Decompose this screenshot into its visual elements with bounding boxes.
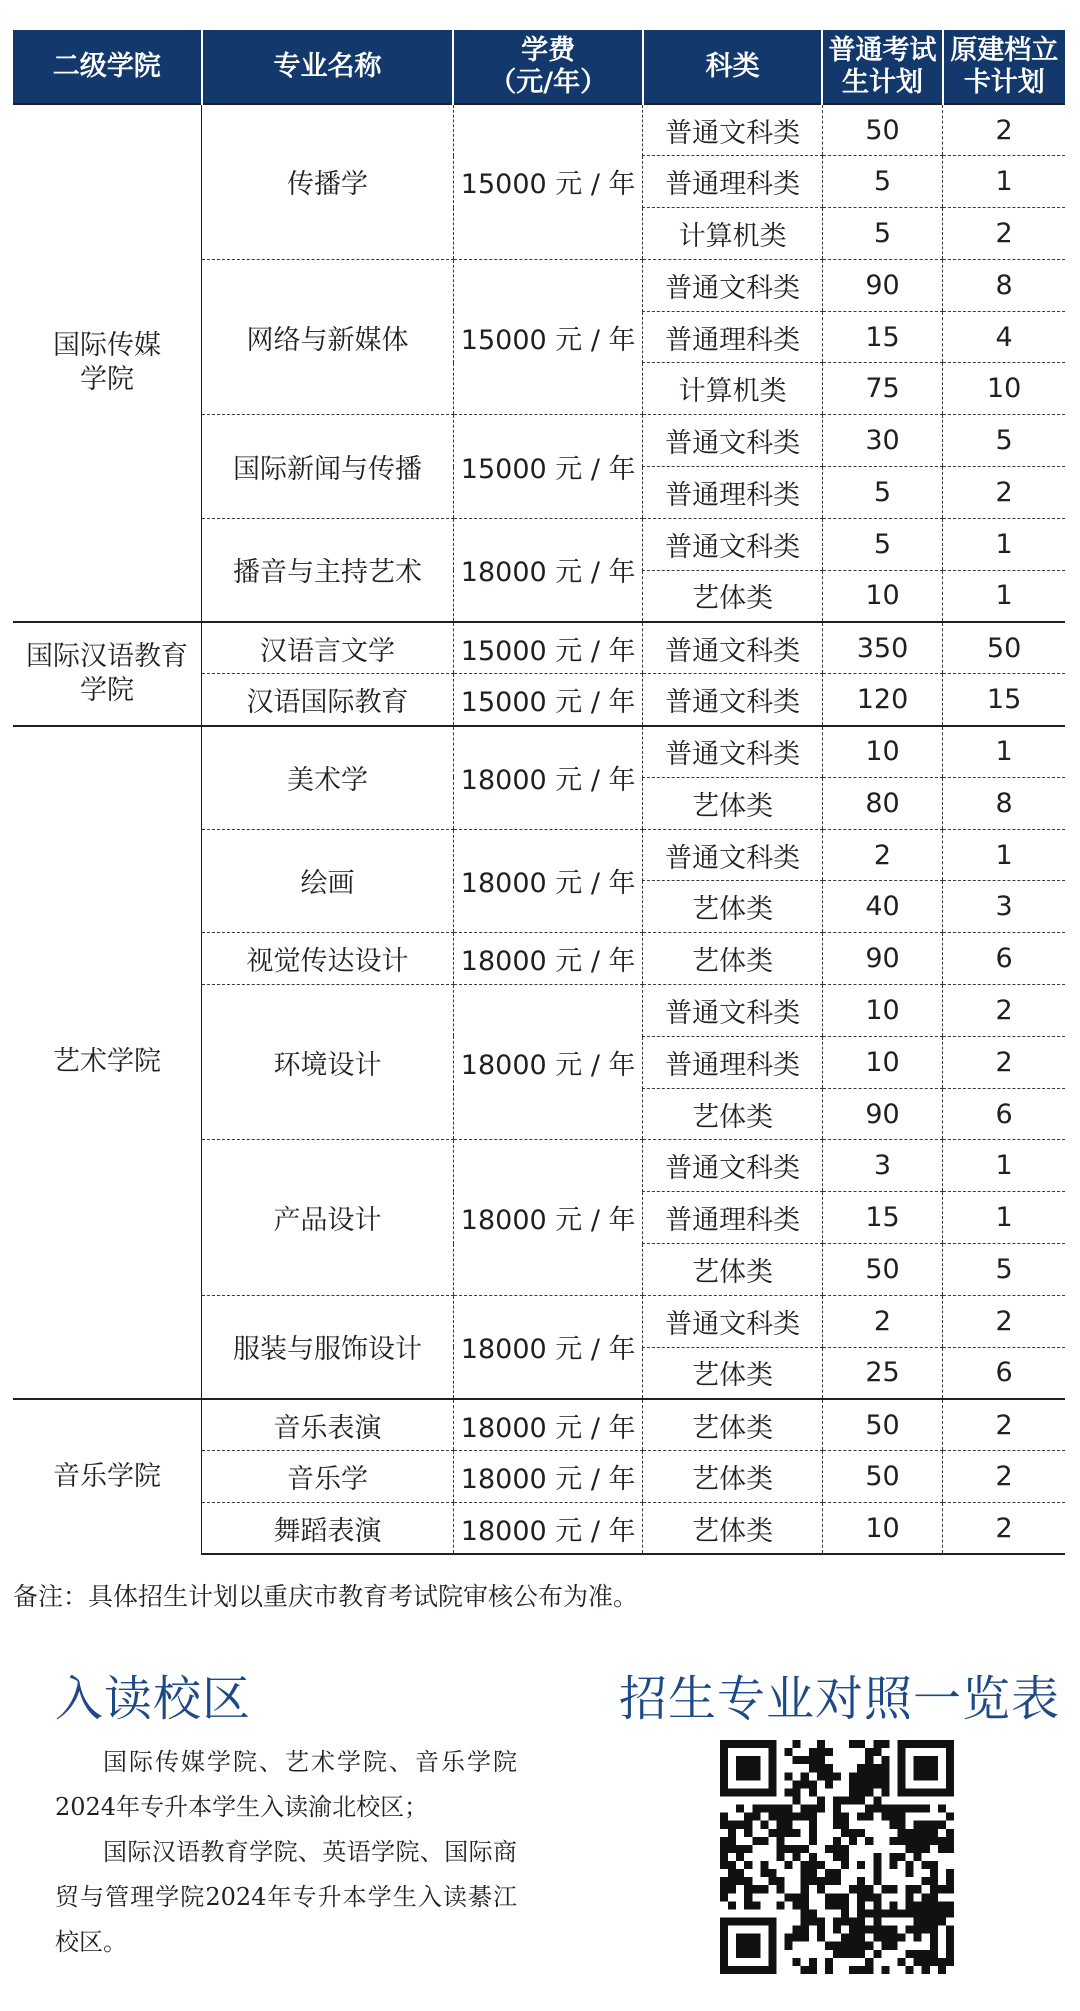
- fee-cell: 18000 元 / 年: [453, 1140, 643, 1295]
- enrollment-plan-table: [13, 30, 1065, 1555]
- fee-cell: 15000 元 / 年: [453, 622, 643, 674]
- category-cell: 普通文科类: [643, 1140, 822, 1192]
- major-cell: 服装与服饰设计: [202, 1295, 454, 1399]
- category-cell: 艺体类: [643, 570, 822, 622]
- fee-cell: 15000 元 / 年: [453, 674, 643, 726]
- archive-plan-cell: 2: [943, 1399, 1065, 1451]
- general-plan-cell: 10: [822, 985, 942, 1037]
- category-cell: 艺体类: [643, 1503, 822, 1555]
- category-cell: 艺体类: [643, 881, 822, 933]
- college-cell: 国际传媒 学院: [13, 104, 202, 622]
- major-cell: 播音与主持艺术: [202, 518, 454, 622]
- category-cell: 普通文科类: [643, 415, 822, 467]
- table-row: [13, 622, 1065, 674]
- category-cell: 艺体类: [643, 1399, 822, 1451]
- archive-plan-cell: 3: [943, 881, 1065, 933]
- archive-plan-cell: 2: [943, 1451, 1065, 1503]
- general-plan-cell: 25: [822, 1347, 942, 1399]
- header-fee: 学费 （元/年）: [453, 30, 643, 104]
- archive-plan-cell: 6: [943, 933, 1065, 985]
- header-archive-plan: 原建档立 卡计划: [943, 30, 1065, 104]
- general-plan-cell: 3: [822, 1140, 942, 1192]
- general-plan-cell: 10: [822, 570, 942, 622]
- archive-plan-cell: 1: [943, 1140, 1065, 1192]
- archive-plan-cell: 8: [943, 259, 1065, 311]
- general-plan-cell: 80: [822, 777, 942, 829]
- general-plan-cell: 50: [822, 1399, 942, 1451]
- category-cell: 普通理科类: [643, 311, 822, 363]
- major-cell: 汉语国际教育: [202, 674, 454, 726]
- general-plan-cell: 75: [822, 363, 942, 415]
- general-plan-cell: 5: [822, 208, 942, 260]
- archive-plan-cell: 10: [943, 363, 1065, 415]
- general-plan-cell: 10: [822, 1503, 942, 1555]
- major-cell: 网络与新媒体: [202, 259, 454, 414]
- major-cell: 美术学: [202, 726, 454, 830]
- general-plan-cell: 90: [822, 259, 942, 311]
- table-row: [13, 1399, 1065, 1451]
- general-plan-cell: 50: [822, 1244, 942, 1296]
- general-plan-cell: 90: [822, 1088, 942, 1140]
- fee-cell: 18000 元 / 年: [453, 1503, 643, 1555]
- campus-title: 入读校区: [55, 1671, 252, 1727]
- category-cell: 艺体类: [643, 933, 822, 985]
- fee-cell: 15000 元 / 年: [453, 415, 643, 519]
- category-cell: 艺体类: [643, 1088, 822, 1140]
- category-cell: 普通文科类: [643, 518, 822, 570]
- general-plan-cell: 15: [822, 1192, 942, 1244]
- campus-description: [55, 1740, 517, 1965]
- archive-plan-cell: 4: [943, 311, 1065, 363]
- category-cell: 普通文科类: [643, 622, 822, 674]
- category-cell: 普通理科类: [643, 1036, 822, 1088]
- major-cell: 环境设计: [202, 985, 454, 1140]
- general-plan-cell: 30: [822, 415, 942, 467]
- archive-plan-cell: 1: [943, 1192, 1065, 1244]
- archive-plan-cell: 8: [943, 777, 1065, 829]
- archive-plan-cell: 50: [943, 622, 1065, 674]
- table-row: [13, 104, 1065, 156]
- fee-cell: 18000 元 / 年: [453, 726, 643, 830]
- archive-plan-cell: 1: [943, 156, 1065, 208]
- general-plan-cell: 90: [822, 933, 942, 985]
- header-category: 科类: [643, 30, 822, 104]
- archive-plan-cell: 1: [943, 570, 1065, 622]
- category-cell: 普通文科类: [643, 1295, 822, 1347]
- archive-plan-cell: 2: [943, 467, 1065, 519]
- category-cell: 普通文科类: [643, 829, 822, 881]
- college-cell: 音乐学院: [13, 1399, 202, 1554]
- general-plan-cell: 5: [822, 156, 942, 208]
- general-plan-cell: 5: [822, 518, 942, 570]
- major-cell: 舞蹈表演: [202, 1503, 454, 1555]
- major-cell: 汉语言文学: [202, 622, 454, 674]
- fee-cell: 18000 元 / 年: [453, 829, 643, 933]
- archive-plan-cell: 2: [943, 208, 1065, 260]
- category-cell: 普通文科类: [643, 726, 822, 778]
- category-cell: 普通文科类: [643, 674, 822, 726]
- major-cell: 音乐表演: [202, 1399, 454, 1451]
- category-cell: 计算机类: [643, 208, 822, 260]
- general-plan-cell: 10: [822, 726, 942, 778]
- archive-plan-cell: 2: [943, 1295, 1065, 1347]
- general-plan-cell: 10: [822, 1036, 942, 1088]
- category-cell: 普通理科类: [643, 156, 822, 208]
- campus-paragraph: 国际传媒学院、艺术学院、音乐学院2024年专升本学生入读渝北校区；: [55, 1748, 517, 1821]
- category-cell: 普通文科类: [643, 259, 822, 311]
- fee-cell: 18000 元 / 年: [453, 1295, 643, 1399]
- campus-paragraph: 国际汉语教育学院、英语学院、国际商贸与管理学院2024年专升本学生入读綦江校区。: [55, 1838, 517, 1956]
- archive-plan-cell: 1: [943, 518, 1065, 570]
- category-cell: 普通理科类: [643, 467, 822, 519]
- archive-plan-cell: 2: [943, 985, 1065, 1037]
- general-plan-cell: 50: [822, 104, 942, 156]
- header-general-plan: 普通考试 生计划: [822, 30, 942, 104]
- archive-plan-cell: 6: [943, 1088, 1065, 1140]
- fee-cell: 15000 元 / 年: [453, 104, 643, 259]
- general-plan-cell: 2: [822, 1295, 942, 1347]
- general-plan-cell: 120: [822, 674, 942, 726]
- general-plan-cell: 40: [822, 881, 942, 933]
- general-plan-cell: 50: [822, 1451, 942, 1503]
- table-row: [13, 726, 1065, 778]
- general-plan-cell: 2: [822, 829, 942, 881]
- fee-cell: 18000 元 / 年: [453, 933, 643, 985]
- fee-cell: 18000 元 / 年: [453, 518, 643, 622]
- fee-cell: 15000 元 / 年: [453, 259, 643, 414]
- header-major: 专业名称: [202, 30, 454, 104]
- college-cell: 艺术学院: [13, 726, 202, 1399]
- college-cell: 国际汉语教育 学院: [13, 622, 202, 726]
- table-note: 备注：具体招生计划以重庆市教育考试院审核公布为准。: [13, 1582, 639, 1611]
- fee-cell: 18000 元 / 年: [453, 1399, 643, 1451]
- archive-plan-cell: 15: [943, 674, 1065, 726]
- category-cell: 普通文科类: [643, 104, 822, 156]
- archive-plan-cell: 5: [943, 1244, 1065, 1296]
- compare-title: 招生专业对照一览表: [618, 1671, 1060, 1727]
- major-cell: 产品设计: [202, 1140, 454, 1295]
- category-cell: 艺体类: [643, 1347, 822, 1399]
- qr-code-icon[interactable]: [720, 1740, 954, 1974]
- major-cell: 视觉传达设计: [202, 933, 454, 985]
- major-cell: 绘画: [202, 829, 454, 933]
- fee-cell: 18000 元 / 年: [453, 985, 643, 1140]
- major-cell: 传播学: [202, 104, 454, 259]
- category-cell: 普通文科类: [643, 985, 822, 1037]
- table-header-row: [13, 30, 1065, 104]
- category-cell: 艺体类: [643, 1244, 822, 1296]
- archive-plan-cell: 2: [943, 104, 1065, 156]
- archive-plan-cell: 1: [943, 829, 1065, 881]
- archive-plan-cell: 6: [943, 1347, 1065, 1399]
- category-cell: 艺体类: [643, 1451, 822, 1503]
- category-cell: 普通理科类: [643, 1192, 822, 1244]
- archive-plan-cell: 5: [943, 415, 1065, 467]
- fee-cell: 18000 元 / 年: [453, 1451, 643, 1503]
- general-plan-cell: 5: [822, 467, 942, 519]
- header-college: 二级学院: [13, 30, 202, 104]
- category-cell: 艺体类: [643, 777, 822, 829]
- category-cell: 计算机类: [643, 363, 822, 415]
- archive-plan-cell: 1: [943, 726, 1065, 778]
- general-plan-cell: 350: [822, 622, 942, 674]
- major-cell: 音乐学: [202, 1451, 454, 1503]
- archive-plan-cell: 2: [943, 1503, 1065, 1555]
- general-plan-cell: 15: [822, 311, 942, 363]
- major-cell: 国际新闻与传播: [202, 415, 454, 519]
- archive-plan-cell: 2: [943, 1036, 1065, 1088]
